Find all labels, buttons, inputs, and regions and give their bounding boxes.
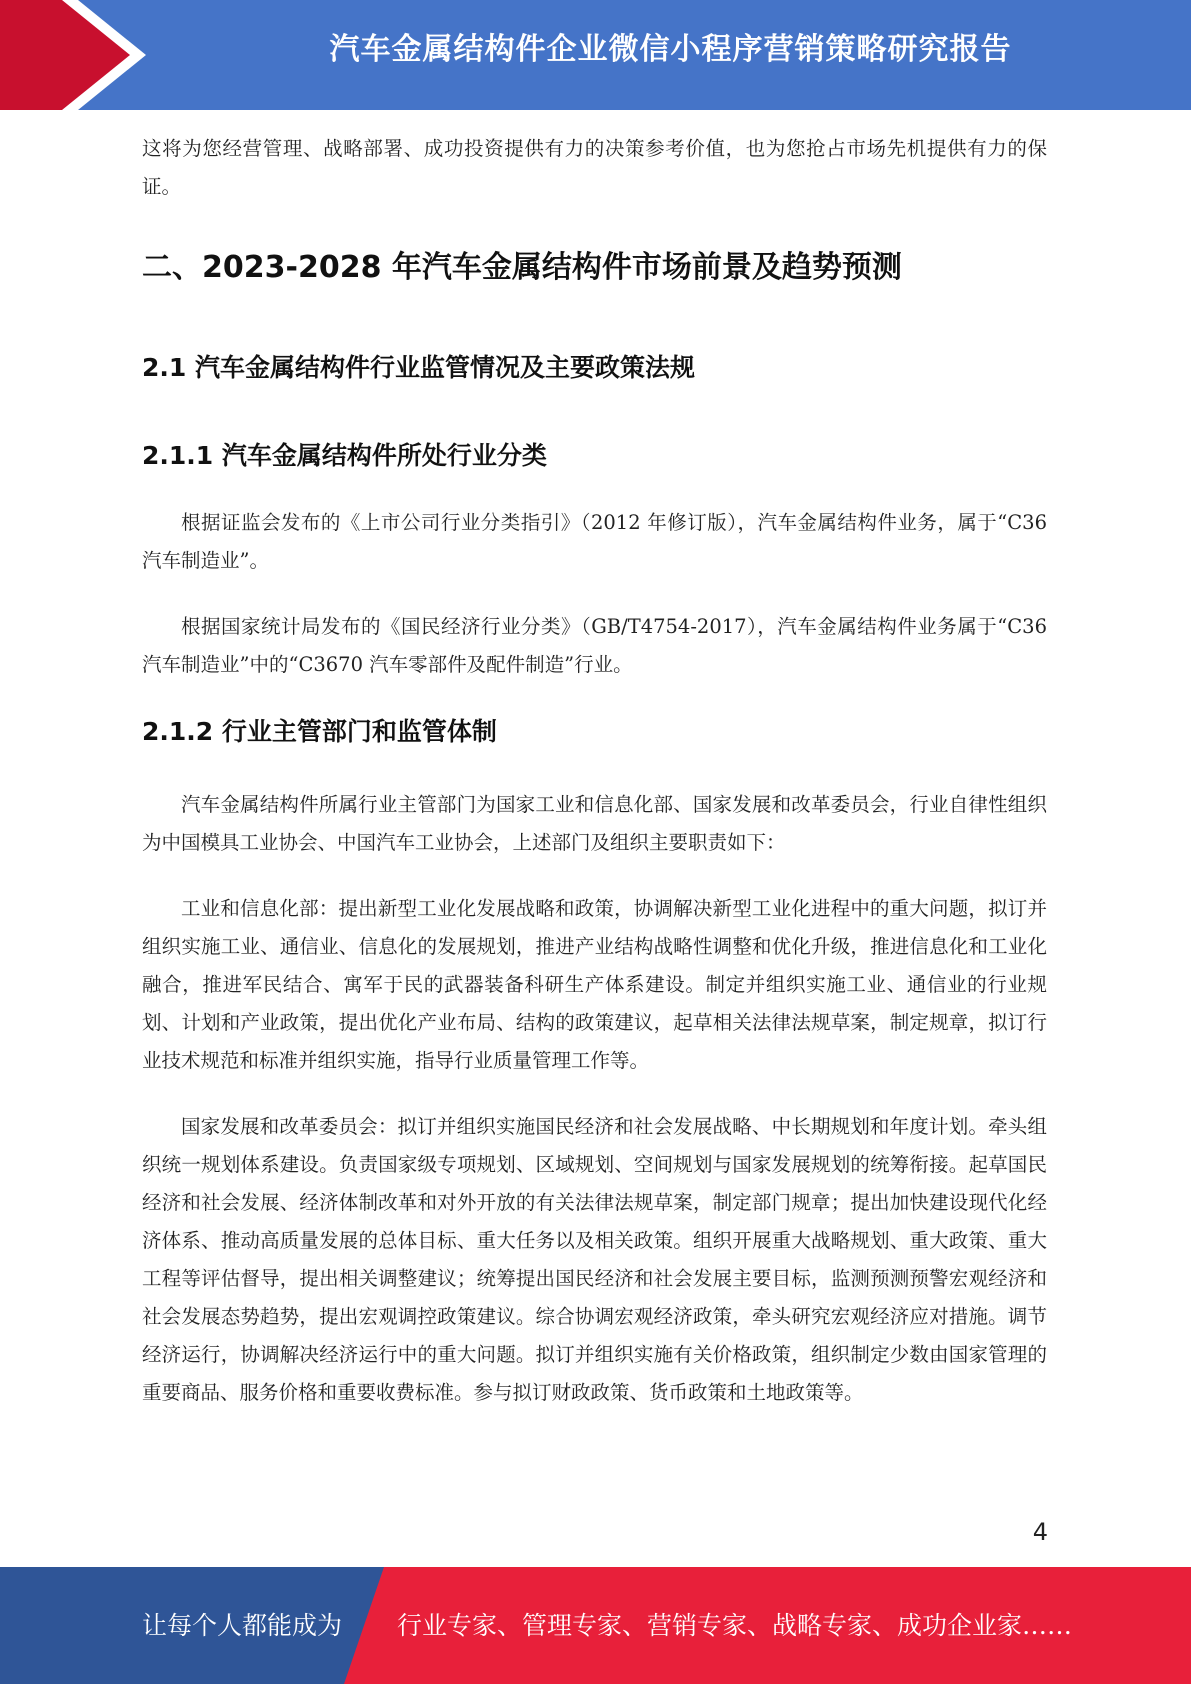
regulation-paragraph-ndrc: 国家发展和改革委员会：拟订并组织实施国民经济和社会发展战略、中长期规划和年度计划。牵头组织统一规划体系建设。负责国家级专项规划、区域规划、空间规划与国家发展规划的统筹衔接。起草国民经济和社会发展、经济体制改革和对外开放的有关法律法规草案，制定部门规章；提出加快建设现代化经济体系、推动高质量发展的总体目标、重大任务以及相关政策。组织开展重大战略规划、重大政策、重大工程等评估督导，提出相关调整建议；统筹提出国民经济和社会发展主要目标，监测预测预警宏观经济和社会发展态势趋势，提出宏观调控政策建议。综合协调宏观经济政策，牵头研究宏观经济应对措施。调节经济运行，协调解决经济运行中的重大问题。拟订并组织实施有关价格政策，组织制定少数由国家管理的重要商品、服务价格和重要收费标准。参与拟订财政政策、货币政策和土地政策等。 [142, 1115, 1047, 1404]
subsubsection-heading-regulation: 2.1.2 行业主管部门和监管体制 [142, 717, 497, 746]
report-title: 汽车金属结构件企业微信小程序营销策略研究报告 [329, 32, 1012, 67]
regulation-paragraph-miit: 工业和信息化部：提出新型工业化发展战略和政策，协调解决新型工业化进程中的重大问题，拟订并组织实施工业、通信业、信息化的发展规划，推进产业结构战略性调整和优化升级，推进信息化和工业化融合，推进军民结合、寓军于民的武器装备科研生产体系建设。制定并组织实施工业、通信业的行业规划、计划和产业政策，提出优化产业布局、结构的政策建议，起草相关法律法规草案，制定规章，拟订行业技术规范和标准并组织实施，指导行业质量管理工作等。 [142, 897, 1047, 1072]
page-footer [0, 1567, 1191, 1684]
document-body [142, 130, 1047, 1412]
classification-paragraph-1: 根据证监会发布的《上市公司行业分类指引》（2012 年修订版），汽车金属结构件业务，属于“C36 汽车制造业”。 [142, 511, 1047, 572]
regulation-paragraph-1: 汽车金属结构件所属行业主管部门为国家工业和信息化部、国家发展和改革委员会，行业自律性组织为中国模具工业协会、中国汽车工业协会，上述部门及组织主要职责如下： [142, 793, 1047, 854]
footer-slogan-left: 让每个人都能成为 [142, 1611, 343, 1640]
page-number: 4 [1032, 1518, 1048, 1546]
footer-slogan-right: 行业专家、管理专家、营销专家、战略专家、成功企业家…… [397, 1611, 1073, 1640]
classification-paragraph-2: 根据国家统计局发布的《国民经济行业分类》（GB/T4754-2017），汽车金属结构件业务属于“C36 汽车制造业”中的“C3670 汽车零部件及配件制造”行业。 [142, 615, 1047, 676]
page-header [0, 0, 1191, 110]
subsection-heading: 2.1 汽车金属结构件行业监管情况及主要政策法规 [142, 353, 695, 382]
section-heading: 二、2023-2028 年汽车金属结构件市场前景及趋势预测 [142, 250, 902, 285]
intro-paragraph: 这将为您经营管理、战略部署、成功投资提供有力的决策参考价值，也为您抢占市场先机提供有力的保证。 [142, 137, 1047, 198]
subsubsection-heading-classification: 2.1.1 汽车金属结构件所处行业分类 [142, 441, 547, 470]
